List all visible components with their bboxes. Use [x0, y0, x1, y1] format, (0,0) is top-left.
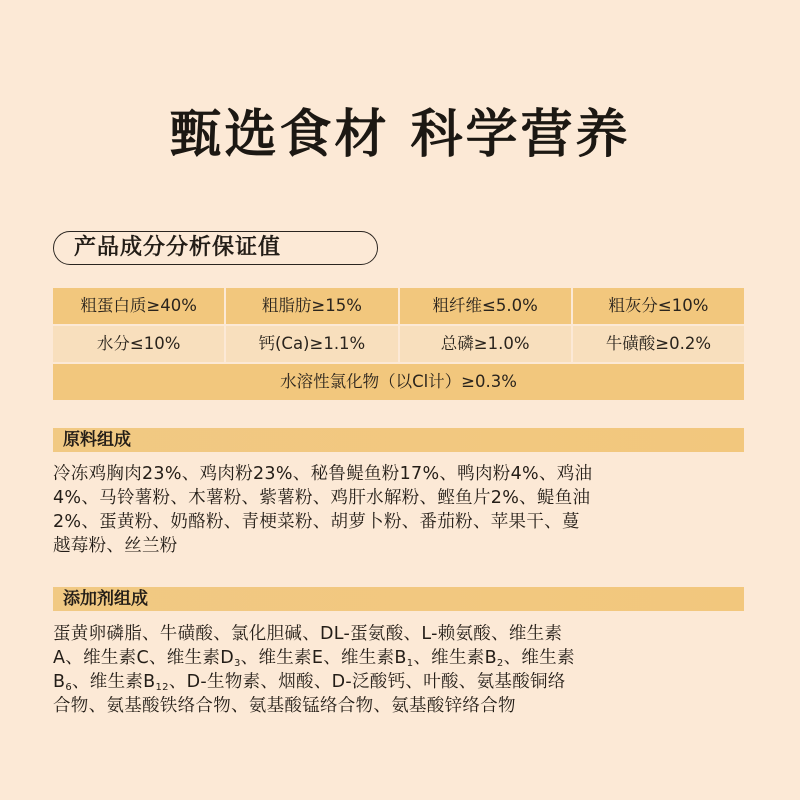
analysis-row [53, 364, 744, 400]
ingredients-line: 越莓粉、丝兰粉 [53, 536, 178, 556]
additives-line: A、维生素C、维生素$D_3$、维生素E、维生素$B_1$、维生素$B_2$、维生素 [53, 648, 575, 669]
analysis-cell: 钙(Ca)≥1.1% [224, 326, 397, 362]
additives-text [53, 622, 753, 718]
ingredients-line: 2%、蛋黄粉、奶酪粉、青梗菜粉、胡萝卜粉、番茄粉、苹果干、蔓 [53, 512, 580, 532]
ingredients-line: 冷冻鸡胸肉23%、鸡肉粉23%、秘鲁鳀鱼粉17%、鸭肉粉4%、鸡油 [53, 464, 593, 484]
analysis-cell: 水分≤10% [96, 334, 181, 353]
analysis-row [53, 326, 744, 362]
analysis-row [53, 288, 744, 324]
analysis-table [53, 288, 744, 400]
analysis-cell: 粗脂肪≥15% [224, 288, 397, 324]
analysis-cell-full: 水溶性氯化物（以Cl计）≥0.3% [280, 372, 517, 391]
analysis-heading: 产品成分分析保证值 [53, 231, 378, 265]
analysis-cell: 粗灰分≤10% [571, 288, 744, 324]
analysis-cell: 总磷≥1.0% [398, 326, 571, 362]
page-title: 甄选食材 科学营养 [169, 105, 631, 165]
analysis-cell: 牛磺酸≥0.2% [571, 326, 744, 362]
additives-line: $B_6$、维生素$B_{12}$、D-生物素、烟酸、D-泛酸钙、叶酸、氨基酸铜络 [53, 672, 566, 693]
ingredients-heading: 原料组成 [53, 428, 744, 452]
additives-line: 蛋黄卵磷脂、牛磺酸、氯化胆碱、DL-蛋氨酸、L-赖氨酸、维生素 [53, 624, 563, 644]
ingredients-line: 4%、马铃薯粉、木薯粉、紫薯粉、鸡肝水解粉、鲣鱼片2%、鳀鱼油 [53, 488, 591, 508]
analysis-cell: 粗蛋白质≥40% [80, 296, 197, 315]
additives-line: 合物、氨基酸铁络合物、氨基酸锰络合物、氨基酸锌络合物 [53, 696, 516, 716]
ingredients-text [53, 462, 753, 558]
analysis-cell: 粗纤维≤5.0% [398, 288, 571, 324]
additives-heading: 添加剂组成 [53, 587, 744, 611]
